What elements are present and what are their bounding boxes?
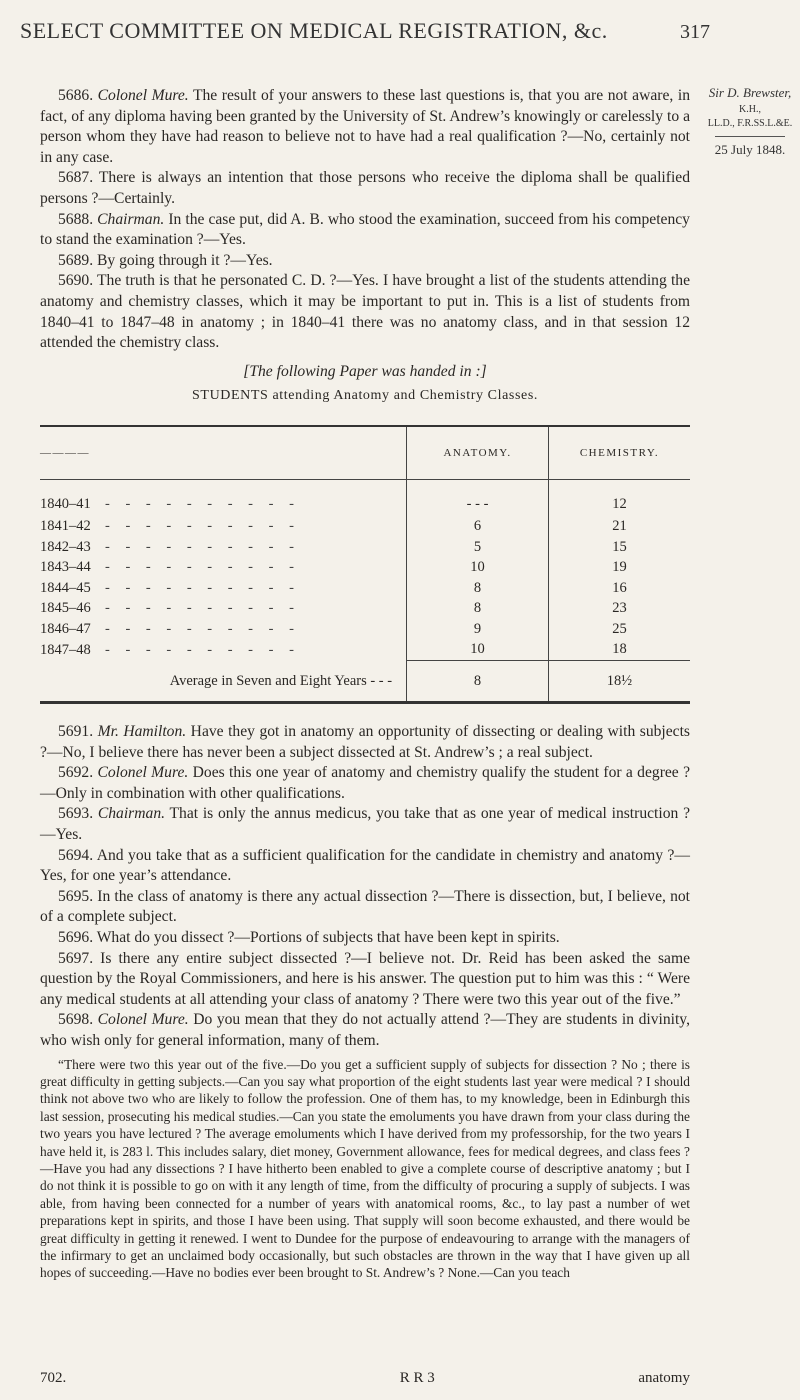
chemistry-cell: 16 [548, 578, 690, 599]
signature-mark: R R 3 [399, 1370, 435, 1386]
anatomy-cell: - - - [407, 479, 549, 516]
question-text: There is always an intention that those persons who receive the diploma shall be qualified persons ?—Certainly. [40, 169, 690, 207]
table-title: STUDENTS attending Anatomy and Chemistry Classes. [192, 388, 538, 404]
top-paragraphs [40, 86, 690, 354]
table-row [40, 557, 690, 578]
table-row [40, 598, 690, 619]
speaker: Chairman. [97, 210, 165, 228]
year: 1846–47 [40, 620, 91, 637]
question-number: 5686. [58, 87, 94, 104]
question-text: That is only the annus medicus, you take that as one year of medical instruction ?—Yes. [40, 805, 690, 844]
chemistry-cell: 23 [548, 598, 690, 619]
question-number: 5694. [58, 846, 94, 864]
table-body [40, 479, 690, 702]
table-average-row [40, 661, 690, 703]
average-label: Average in Seven and Eight Years - - - [169, 672, 393, 689]
year: 1843–44 [40, 559, 91, 576]
quoted-evidence-text: “There were two this year out of the five.—Do you get a sufficient supply of subjects for dissection ? No ; there is great difficulty in getting subjects.—Can you say what proportion of the eight students last year were medical ? I should think not above two who are likely to follow the profession. One of them has, to my knowledge, been in Edinburgh this last session, prosecuting his medical studies.—Can you state the emoluments you have drawn from your class during the two years you have lectured ? The average emoluments which I have derived from my professorship, for the two years I have held it, is 283 l. This includes salary, diet money, Government allowance, fees for medical degrees, and class fees ? —Have you had any dissections ? I have hitherto been enabled to give a complete course of descriptive anatomy ; but I do not think it is possible to go on with it any length of time, from the difficulty of procuring a supply of subjects. I was able, from having been connected for a number of years with anatomical rooms, &c., to lay past a number of wet preparations kept in spirits, and those I have been using. That supply will soon become exhausted, and there would be great difficulty in getting it renewed. I went to Dundee for the purpose of endeavouring to arrange with the managers of the infirmary to get an unclaimed body occasionally, but such obstacles are thrown in the way that I have given up all hopes of succeeding.—Have no bodies ever been brought to St. Andrew’s ? None.—Can you teach [40, 1056, 690, 1281]
question-number: 5693. [58, 805, 94, 823]
margin-rule [715, 136, 785, 137]
year-cell [40, 516, 407, 537]
question-number: 5689. [58, 251, 94, 269]
margin-note [700, 84, 800, 160]
average-anatomy: 8 [407, 661, 549, 703]
chemistry-cell: 19 [548, 557, 690, 578]
witness-date: 25 July 1848. [714, 141, 786, 157]
leader-dashes: - - - - - - - - - - [105, 517, 300, 534]
page-footer [40, 1370, 690, 1387]
leader-dashes: - - - - - - - - - - [105, 579, 300, 596]
question-text: In the case put, did A. B. who stood the examination, succeed from his competency to stand the examination ?—Yes. [40, 210, 690, 249]
question-number: 5696. [58, 929, 94, 946]
leader-dashes: - - - - - - - - - - [105, 559, 300, 576]
chemistry-cell: 25 [548, 619, 690, 640]
leader-dashes: - - - - - - - - - - [105, 538, 300, 555]
average-chemistry: 18½ [548, 661, 690, 703]
question-paragraph [40, 846, 690, 887]
witness-honours-2: LL.D., F.R.SS.L.&E. [707, 118, 793, 130]
question-paragraph [40, 251, 690, 272]
question-paragraph [40, 763, 690, 804]
question-paragraph [40, 1010, 690, 1051]
bottom-paragraphs [40, 722, 690, 1052]
header-blank: ———— [40, 426, 407, 480]
anatomy-cell: 5 [407, 537, 549, 558]
witness-name: Sir D. Brewster, [708, 85, 792, 100]
leader-dashes: - - - - - - - - - - [105, 641, 300, 658]
question-paragraph [40, 168, 690, 209]
speaker: Mr. Hamilton. [97, 723, 187, 741]
year-cell [40, 557, 407, 578]
question-paragraph [40, 887, 690, 928]
students-table [40, 425, 690, 704]
question-text: Have they got in anatomy an opportunity of dissecting or dealing with subjects ?—No, I believe there has never been a subject dissected at St. Andrew’s ; a real subject. [40, 723, 691, 761]
year: 1847–48 [40, 641, 91, 658]
chemistry-cell: 21 [548, 516, 690, 537]
witness-honours-1: K.H., [739, 103, 761, 115]
question-number: 5697. [58, 949, 94, 967]
table-row [40, 537, 690, 558]
question-paragraph [40, 271, 690, 353]
question-text: And you take that as a sufficient qualification for the candidate in chemistry and anatomy ?—Yes, for one year’s attendance. [40, 846, 690, 885]
table-row [40, 619, 690, 640]
speaker: Colonel Mure. [97, 764, 189, 782]
chemistry-cell: 12 [548, 479, 690, 516]
question-text: Do you mean that they do not actually attend ?—They are students in divinity, who wish only for general information, many of them. [40, 1011, 690, 1049]
leader-dashes: - - - - - - - - - - [105, 495, 300, 512]
footer-number: 702. [40, 1370, 67, 1386]
anatomy-cell: 10 [407, 557, 549, 578]
question-number: 5692. [58, 764, 94, 782]
table-row [40, 516, 690, 537]
question-paragraph [40, 210, 690, 251]
quoted-evidence [40, 1056, 690, 1282]
anatomy-cell: 8 [407, 598, 549, 619]
question-number: 5698. [58, 1011, 94, 1029]
table-row [40, 639, 690, 660]
year: 1845–46 [40, 600, 91, 617]
question-paragraph [40, 722, 690, 763]
question-text: By going through it ?—Yes. [93, 251, 273, 269]
anatomy-cell: 6 [407, 516, 549, 537]
question-number: 5688. [58, 210, 94, 228]
document-body [40, 86, 690, 1282]
year: 1841–42 [40, 517, 91, 534]
question-paragraph [40, 804, 690, 845]
header-anatomy: ANATOMY. [407, 426, 549, 480]
speaker: Colonel Mure. [97, 87, 189, 104]
question-text: The truth is that he personated C. D. ?—Yes. I have brought a list of the students attending the anatomy and chemistry classes, which it may be important to put in. This is a list of students from 1840–41 to 1847–48 in anatomy ; in 1840–41 there was no anatomy class, and in that session 12 attended the chemistry class. [40, 272, 690, 352]
question-text: Does this one year of anatomy and chemistry qualify the student for a degree ?—Only in combination with other qualifications. [40, 764, 690, 802]
question-text: The result of your answers to these last questions is, that you are not aware, in fact, of any diploma having been granted by the University of St. Andrew’s knowingly or carelessly to a person whom they have had reason to believe not to have had a real qualification ?—No, certainly not in any case. [40, 87, 690, 166]
anatomy-cell: 9 [407, 619, 549, 640]
table-row [40, 578, 690, 599]
question-number: 5695. [58, 887, 94, 905]
chemistry-cell: 15 [548, 537, 690, 558]
handed-in-note [40, 362, 690, 383]
year: 1842–43 [40, 538, 91, 555]
question-paragraph [40, 86, 690, 168]
year-cell [40, 619, 407, 640]
catchword: anatomy [638, 1370, 690, 1386]
question-paragraph [40, 928, 690, 949]
table-header-row [40, 426, 690, 480]
leader-dashes: - - - - - - - - - - [105, 600, 300, 617]
year-cell [40, 639, 407, 660]
year-cell [40, 598, 407, 619]
question-number: 5690. [58, 272, 94, 290]
anatomy-cell: 8 [407, 578, 549, 599]
running-header [20, 18, 710, 44]
page-number: 317 [680, 21, 710, 43]
question-text: In the class of anatomy is there any actual dissection ?—There is dissection, but, I believe, not of a complete subject. [40, 887, 690, 926]
year: 1840–41 [40, 495, 91, 512]
year: 1844–45 [40, 579, 91, 596]
year-cell [40, 537, 407, 558]
question-paragraph [40, 949, 690, 1011]
speaker: Chairman. [97, 805, 166, 823]
chemistry-cell: 18 [548, 639, 690, 660]
handed-in-text: [The following Paper was handed in :] [243, 362, 487, 380]
running-title: SELECT COMMITTEE ON MEDICAL REGISTRATION, &c. [20, 18, 608, 43]
average-label-cell [40, 661, 407, 703]
year-cell [40, 479, 407, 516]
anatomy-cell: 10 [407, 639, 549, 660]
question-number: 5687. [58, 169, 94, 187]
question-text: What do you dissect ?—Portions of subjects that have been kept in spirits. [93, 929, 560, 946]
question-text: Is there any entire subject dissected ?—I believe not. Dr. Reid has been asked the same question by the Royal Commissioners, and here is his answer. The question put to him was this : “ Were any medical students at all attending your class of anatomy ? There were two this year out of the five.” [40, 949, 690, 1008]
leader-dashes: - - - - - - - - - - [105, 620, 300, 637]
question-number: 5691. [58, 723, 94, 741]
header-chemistry: CHEMISTRY. [548, 426, 690, 480]
speaker: Colonel Mure. [97, 1011, 189, 1029]
year-cell [40, 578, 407, 599]
table-row [40, 479, 690, 516]
